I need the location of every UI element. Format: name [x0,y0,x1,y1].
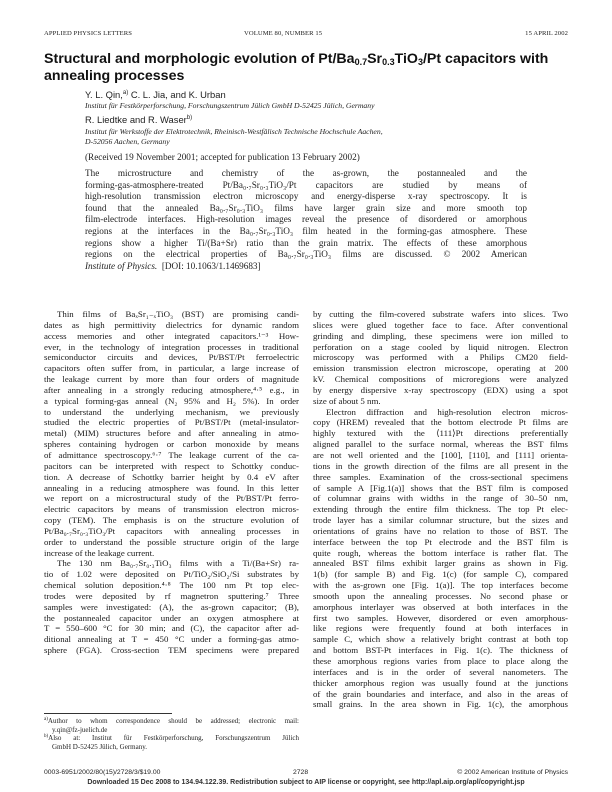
paragraph-line: samples were investigated: (A), the as-grown capacitor; (B), [44,601,299,612]
paper-title-line-2: annealing processes [44,68,185,84]
paragraph-line: quite rough, whereas the bottom interface is rather flat. The [313,547,568,558]
footnote-divider [44,713,172,714]
paragraph-line: pacitors can be interpreted with respect to Schottky conduc- [44,460,299,471]
paragraph-line: chemical solution deposition.⁴·⁸ The 100 nm Pt top elec- [44,580,299,591]
paragraph-line: thicker amorphous region was usually found at the junctions [313,677,568,688]
download-notice[interactable]: Downloaded 15 Dec 2008 to 134.94.122.39. Redistribution subject to AIP license or copyright, see http://apl.aip.org/apl/copyright.jsp [87,779,525,786]
abstract-line: regions show a higher Ti/(Ba+Sr) ratio than the grain matrix. The effects of these amorphous [85,237,527,248]
paragraph-line: of sample A [Fig.1(a)] shows that the BST film is composed [313,482,568,493]
paragraph-line: sample C, which show a relatively bright contrast at both top [313,634,568,645]
footnotes [44,717,299,751]
paragraph-line: the postannealed capacitor under an oxygen atmosphere at [44,612,299,623]
copyright-notice: © 2002 American Institute of Physics [457,769,568,776]
received-dates: (Received 19 November 2001; accepted for publication 13 February 2002) [85,152,360,162]
abstract [85,168,527,272]
paragraph-line: capacitors often suffer from, in particular, a large increase of [44,363,299,374]
paragraph-line: ditional annealing at T = 450 °C under a forming-gas atmo- [44,634,299,645]
footnote-marker: a) [44,717,48,722]
footnote-text: Author to whom correspondence should be addressed; electronic mail: [47,717,299,725]
author-line-2 [85,114,192,125]
paragraph-line: three samples. Examination of the cross-sectional specimens [313,471,568,482]
paragraph-line: spheres containing hydrogen or carbon monoxide by means [44,439,299,450]
affiliation-2: Institut für Werkstoffe der Elektrotechnik, Rheinisch-Westfälisch Technische Hochschule Aachen, [85,127,383,136]
paragraph-line: orientations of grains have no relation to those of BST. The [313,525,568,536]
paragraph-line: tio of 1.02 were deposited on Pt/TiO₂/SiO₂/Si substrates by [44,569,299,580]
paragraph-line: studied the electric properties of Pt/BST/Pt (metal-insulator- [44,417,299,428]
paragraph-line: copy (HREM) revealed that the bottom electrode Pt films are [313,417,568,428]
issue-date: 15 APRIL 2002 [525,30,568,37]
paragraph-line: extending through the entire film thickness. The top Pt elec- [313,504,568,515]
paragraph-line: 1(b) (for sample B) and Fig. 1(c) (for sample C), compared [313,569,568,580]
paragraph-line: tion. A decrease of Schottky barrier height by 0.4 eV after [44,471,299,482]
author-names: C. L. Jia, and K. Urban [128,89,226,100]
doi-link[interactable]: [DOI: 10.1063/1.1469683] [161,260,261,271]
title-text: Sr [367,51,383,67]
footnote-marker: b) [44,734,49,740]
paragraph-line: annealed BST films exhibit larger grains as shown in Fig. [313,558,568,569]
paragraph-line: and bottom BST-Pt interfaces in Fig. 1(c). The thickness of [313,645,568,656]
paragraph-line: by cutting the film-covered substrate wafers into slices. Two [313,309,568,319]
paragraph-line: size of about 5 nm. [313,395,381,406]
paragraph-line: we report on a microstructural study of the Pt/BST/Pt ferro- [44,493,299,504]
paragraph-line: small grains. In the area shown in Fig. 1(c), the amorphous [313,699,568,710]
paragraph-line: The 130 nm Ba₀.₇Sr₀.₃TiO₃ films with a Ti/(Ba+Sr) ra- [57,558,299,569]
paragraph-line: Thin films of BaₓSr₁₋ₓTiO₃ (BST) are promising candi- [57,309,299,319]
body-column-left [44,309,299,656]
paragraph-line: these amorphous regions varies from place to place along the [313,656,568,666]
abstract-line: regions on the electrical properties of Ba₀.₇Sr₀.₃TiO₃ films are discussed. © 2002 American [85,249,527,260]
footnote-marker[interactable]: a) [122,90,129,96]
author-line-1 [85,89,226,100]
paragraph-line: increase of the leakage current. [44,547,155,558]
affiliation-1: Institut für Festkörperforschung, Forschungszentrum Jülich GmbH D-52425 Jülich, Germany [85,101,375,110]
paper-title-line-1 [44,51,548,68]
paragraph-line: first two samples. However, disordered or even amorphous- [313,612,568,623]
paragraph-line: T = 550–600 °C for 30 min; and (C), the capacitor after ad- [44,623,299,634]
abstract-line: found that the annealed Ba₀.₇Sr₀.₃TiO₃ films have larger grain size and more smooth top [85,202,527,213]
paragraph-line: Electron diffraction and high-resolution electron micros- [326,406,568,417]
paragraph-line: a typical forming-gas anneal (N₂ 95% and H₂ 5%). In order [44,395,299,406]
paragraph-line: interface between the top Pt electrode and the BST film is [313,536,568,547]
paragraph-line: slices were glued together face to face. After conventional [313,319,568,330]
footnote-marker[interactable]: b) [186,115,193,121]
paragraph-line: ever, in the technology of integration processes in traditional [44,341,299,352]
title-text: TiO [394,51,418,67]
paragraph-line: highly textured with the ⟨111⟩Pt directions preferentially [313,428,568,439]
title-text: /Pt capacitors with [422,51,549,67]
footnote-text: y.qin@fz-juelich.de [52,725,108,734]
footnote-line [44,726,299,735]
footnote-line [44,734,299,743]
paragraph-line: with the as-grown one [Fig. 1(a)]. The top interfaces become [313,580,568,591]
paragraph-line: the leakage current by more than four orders of magnitude [44,374,299,385]
abstract-line: film-electrode interfaces. High-resolution images reveal the presence of disordered or amorphous [85,214,527,225]
page-number: 2728 [293,769,309,776]
footnote-line [44,717,299,726]
journal-name: APPLIED PHYSICS LETTERS [44,30,133,37]
paragraph-line: tions in the growth direction of the films are all present in the [313,460,568,471]
paragraph-line: are not well oriented and the [100], [110], and [111] orienta- [313,449,568,460]
paragraph-line: after annealing in a strongly reducing atmosphere,⁴·⁵ e.g., in [44,384,299,395]
paragraph-line: by energy dispersive x-ray spectroscopy (EDX) using a spot [313,384,568,395]
paragraph-line: order to understand the possible structure origin of the large [44,536,299,547]
abstract-line: The microstructure and chemistry of the as-grown, the postannealed and the [85,168,527,178]
title-subscript: 0.7 [354,57,368,67]
paragraph-line: amorphous interlayer was observed at both interfaces in the [313,601,568,612]
paragraph-line: aligned parallel to the surface normal, whereas the BST films [313,439,568,450]
paragraph-line: kV. Chemical compositions of microregions were analyzed [313,374,568,385]
author-names: R. Liedtke and R. Waser [85,114,187,125]
paragraph-line: electric capacitors by means of transmission electron micros- [44,504,299,515]
volume-number: VOLUME 80, NUMBER 15 [244,30,323,37]
paragraph-line: like regions were frequently found at both interfaces in [313,623,568,634]
paragraph-line: of columnar grains with widths in the range of 30–50 nm, [313,493,568,504]
paragraph-line: grinding and dimpling, these specimens were ion milled to [313,330,568,341]
paragraph-line: metal) (MIM) structures before and after annealing in atmo- [44,428,299,439]
paragraph-line: annealing in a reducing atmosphere was found. In this letter [44,482,299,493]
paragraph-line: access memories and other integrated capacitors.¹⁻³ How- [44,330,299,341]
paragraph-line: of the grain boundaries and interface, and also in the areas of [313,688,568,699]
affiliation-2-cont: D-52056 Aachen, Germany [85,137,170,146]
paragraph-line: microscopy was performed with a Philips CM20 field- [313,352,568,363]
abstract-last-line [85,261,527,273]
footnote-text: GmbH D-52425 Jülich, Germany. [52,742,148,751]
body-column-right [313,309,568,710]
title-subscript: 3 [417,57,423,67]
title-subscript: 0.3 [382,57,395,67]
abstract-line: high-resolution transmission electron microscopy and energy-disperse x-ray spectroscopy. It is [85,191,527,202]
paragraph-line: of admittance spectroscopy.⁶·⁷ The leakage current of the ca- [44,449,299,460]
footnote-line [44,743,299,752]
paragraph-line: Pt/Ba₀.₇Sr₀.₃TiO₃/Pt capacitors with annealing processes in [44,525,299,536]
paragraph-line: emission transmission electron microscope, operating at 200 [313,363,568,374]
paragraph-line: dates as high permittivity dielectrics for dynamic random [44,319,299,330]
abstract-line: regions at the interfaces in the Ba₀.₇Sr₀.₃TiO₃ film heated in the forming-gas atmosphere. These [85,225,527,236]
title-text: Structural and morphologic evolution of Pt/Ba [44,51,355,67]
paragraph-line: semiconductor circuits and devices, Pt/BST/Pt ferroelectric [44,352,299,363]
paragraph-line: interfaces and is in the order of several nanometers. The [313,666,568,677]
paragraph-line: copy (TEM). The emphasis is on the structure evolution of [44,515,299,526]
author-names: Y. L. Qin, [85,89,123,100]
paragraph-line: sphere (FGA). Cross-section TEM specimens were prepared [44,645,299,656]
paragraph-line: trodes were deposited by rf magnetron sputtering.⁷ Three [44,590,299,601]
publisher-credit: Institute of Physics. [85,260,158,271]
paragraph-line: perforation on a stage cooled by liquid nitrogen. Electron [313,341,568,352]
abstract-line: forming-gas-atmosphere-treated Pt/Ba₀.₇Sr₀.₃TiO₃/Pt capacitors are studied by means of [85,179,527,190]
footnote-text: Also at: Institut für Festkörperforschung, Forschungszentrum Jülich [48,734,299,743]
article-code: 0003-6951/2002/80(15)/2728/3/$19.00 [44,769,161,776]
paragraph-line: trode layer has a similar columnar structure, but the sizes and [313,515,568,526]
paragraph-line: smooth upon the annealing processes. No second phase or [313,590,568,601]
paragraph-line: to understand the underlying mechanism, we previously [44,406,299,417]
